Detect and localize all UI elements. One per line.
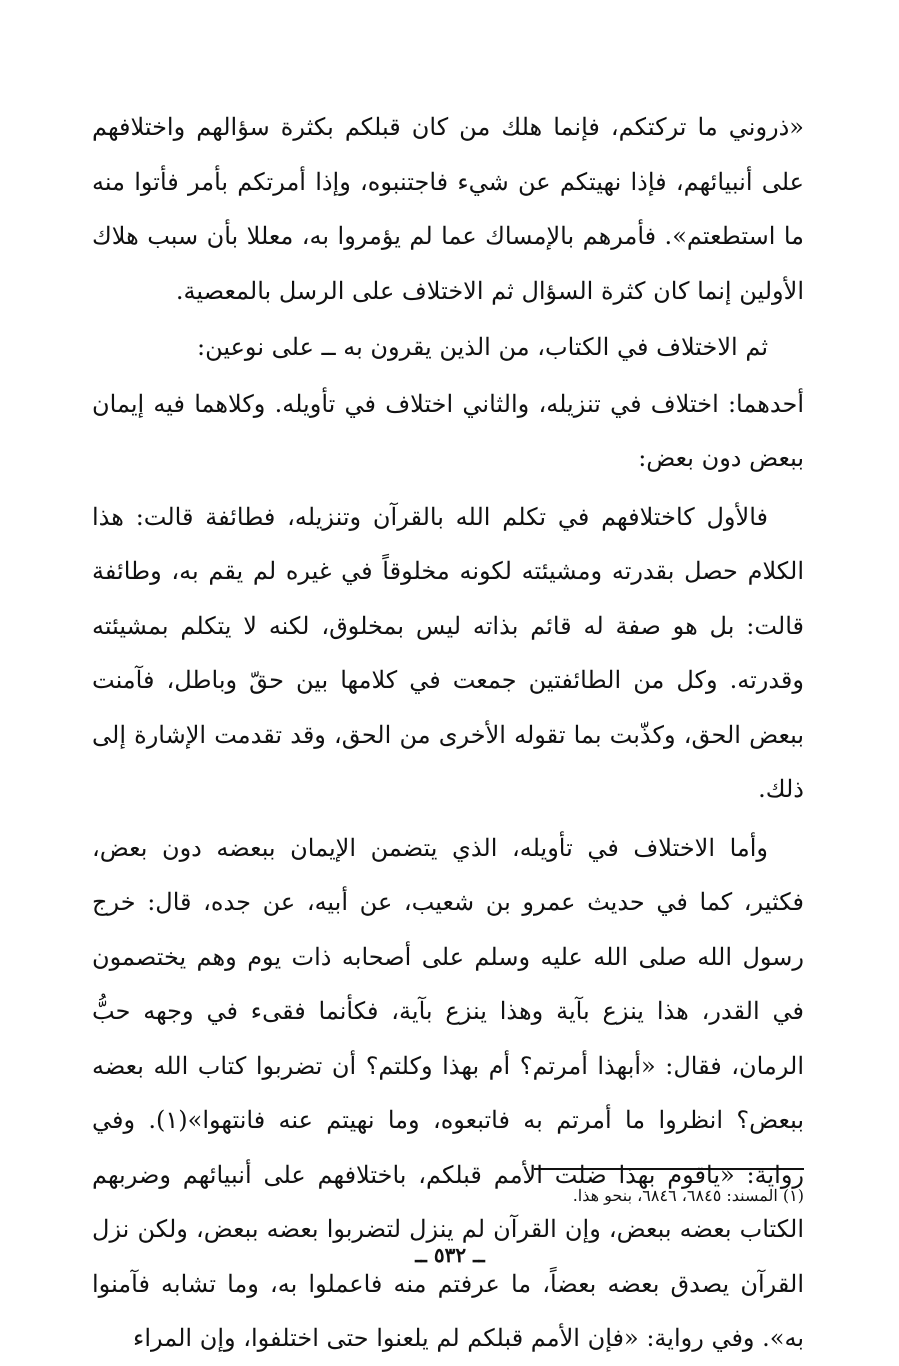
paragraph-two-types: ثم الاختلاف في الكتاب، من الذين يقرون به ــ على نوعين: bbox=[197, 333, 768, 361]
paragraph-first-type: فالأول كاختلافهم في تكلم الله بالقرآن وتنزيله، فطائفة قالت: هذا الكلام حصل بقدرته ومشيئته لكونه مخلوقاً في غيره لم يقم به، وطائفة قالت: بل هو صفة له قائم بذاته ليس بمخلوق، لكنه لا يتكلم بمشيئته وقدرته. وكل من الطائفتين جمعت في كلامها بين حقّ وباطل، فآمنت ببعض الحق، وكذّبت بما تقوله الأخرى من الحق، وقد تقدمت الإشارة إلى ذلك. bbox=[92, 502, 804, 803]
footnote-divider bbox=[534, 1168, 804, 1170]
paragraph-first-second: أحدهما: اختلاف في تنزيله، والثاني اختلاف في تأويله. وكلاهما فيه إيمان ببعض دون بعض: bbox=[92, 389, 804, 472]
paragraph-second-type: وأما الاختلاف في تأويله، الذي يتضمن الإيمان ببعضه دون بعض، فكثير، كما في حديث عمرو بن شعيب، عن أبيه، عن جده، قال: خرج رسول الله صلى الله عليه وسلم على أصحابه ذات يوم وهم يختصمون في القدر، هذا ينزع بآية وهذا ينزع بآية، فكأنما فقىء في وجهه حبُّ الرمان، فقال: «أبهذا أمرتم؟ أم بهذا وكلتم؟ أن تضربوا كتاب الله بعضه ببعض؟ انظروا ما أمرتم به فاتبعوه، وما نهيتم عنه فانتهوا»(١). وفي رواية: «ياقوم بهذا ضلت الأمم قبلكم، باختلافهم على أنبيائهم وضربهم الكتاب بعضه ببعض، وإن القرآن لم ينزل لتضربوا بعضه ببعض، ولكن نزل القرآن يصدق بعضه بعضاً، ما عرفتم منه فاعملوا به، وما تشابه فآمنوا به». وفي رواية: «فإن الأمم قبلكم لم يلعنوا حتى اختلفوا، وإن المراء bbox=[92, 833, 804, 1352]
page-body bbox=[92, 100, 804, 1366]
footnote: (١) المسند: ٦٨٤٥، ٦٨٤٦، بنحو هذا. bbox=[572, 1186, 804, 1205]
page-number: ــ ٥٣٢ ــ bbox=[415, 1243, 485, 1267]
paragraph-hadith-quote: «ذروني ما تركتكم، فإنما هلك من كان قبلكم بكثرة سؤالهم واختلافهم على أنبيائهم، فإذا نهيتكم عن شيء فاجتنبوه، وإذا أمرتكم بأمر فأتوا منه ما استطعتم». فأمرهم بالإمساك عما لم يؤمروا به، معللا بأن سبب هلاك الأولين إنما كان كثرة السؤال ثم الاختلاف على الرسل بالمعصية. bbox=[92, 113, 804, 305]
